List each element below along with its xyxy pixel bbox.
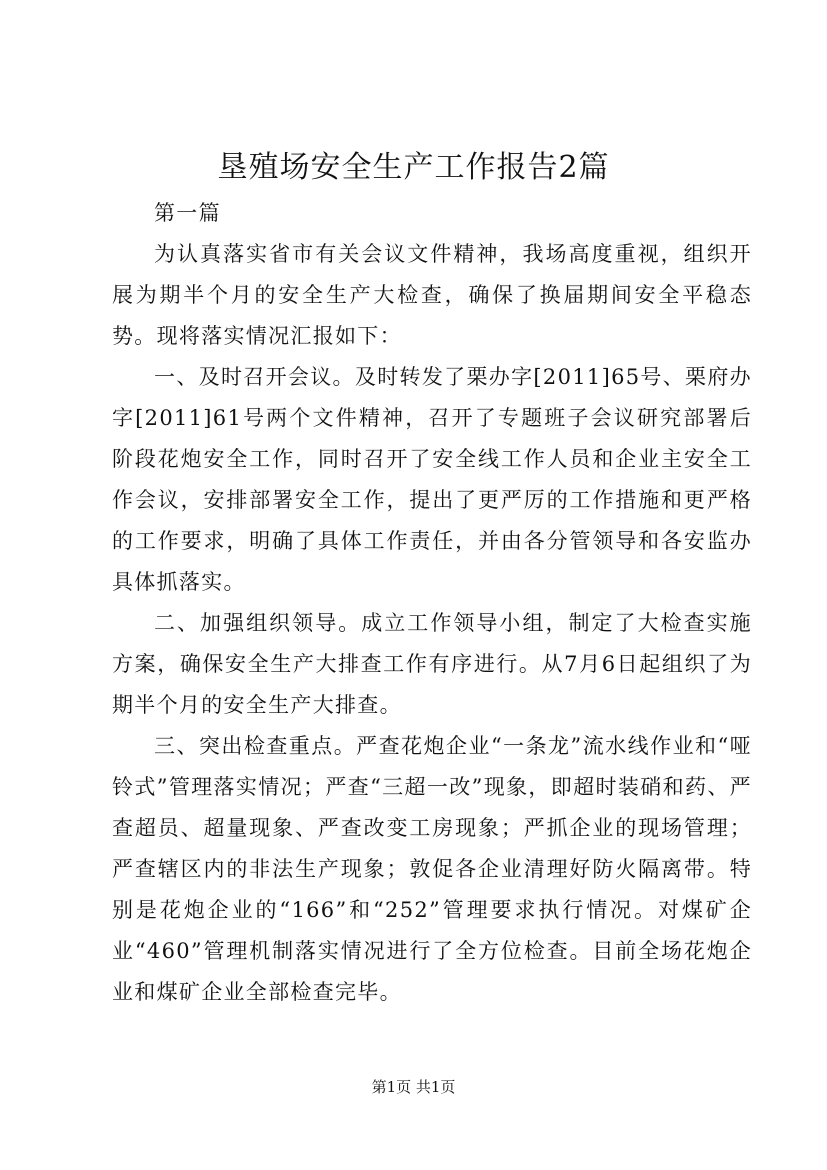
page-footer: 第1页 共1页 (371, 1078, 456, 1096)
document-title: 垦殖场安全生产工作报告2篇 (217, 150, 610, 185)
paragraph-inspection-focus: 三、突出检查重点。严查花炮企业“一条龙”流水线作业和“哑铃式”管理落实情况；严查“三超一改”现象，即超时装硝和药、严查超员、超量现象、严查改变工房现象；严抓企业的现场管理；严查辖区内的非法生产现象；敦促各企业清理好防火隔离带。特别是花炮企业的“166”和“252”管理要求执行情况。对煤矿企业“460”管理机制落实情况进行了全方位检查。目前全场花炮企业和煤矿企业全部检查完毕。 (112, 734, 752, 1004)
document-body (112, 193, 752, 1013)
paragraph-meetings: 一、及时召开会议。及时转发了栗办字[2011]65号、栗府办字[2011]61号两个文件精神，召开了专题班子会议研究部署后阶段花炮安全工作，同时召开了安全线工作人员和企业主安全工作会议，安排部署安全工作，提出了更严厉的工作措施和更严格的工作要求，明确了具体工作责任，并由各分管领导和各安监办具体抓落实。 (112, 365, 752, 594)
intro-paragraph: 为认真落实省市有关会议文件精神，我场高度重视，组织开展为期半个月的安全生产大检查，确保了换届期间安全平稳态势。现将落实情况汇报如下： (112, 242, 752, 348)
section-heading: 第一篇 (154, 201, 221, 225)
paragraph-leadership: 二、加强组织领导。成立工作领导小组，制定了大检查实施方案，确保安全生产大排查工作有序进行。从7月6日起组织了为期半个月的安全生产大排查。 (112, 611, 752, 717)
